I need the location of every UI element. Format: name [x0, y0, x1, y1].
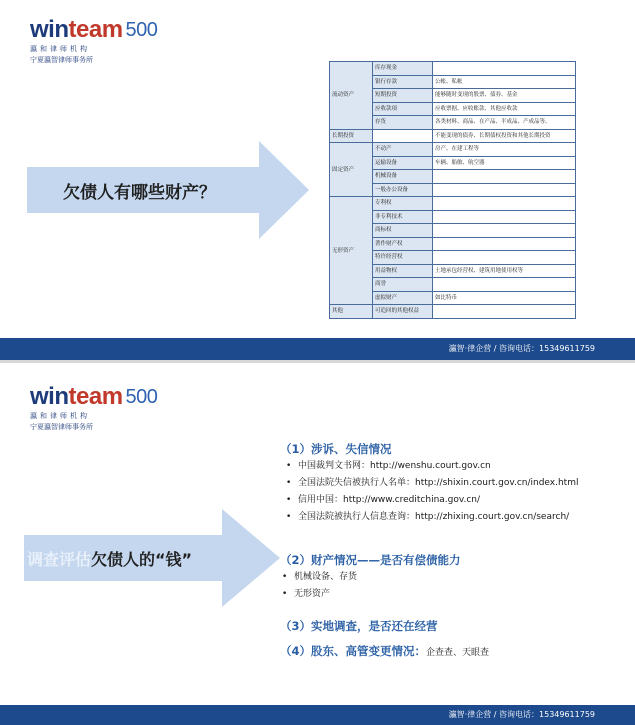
asset-item: 运输设备 — [373, 156, 433, 170]
slide-assets — [0, 0, 635, 360]
section-onsite-title: （3）实地调查，是否还在经营 — [280, 619, 438, 633]
footer-bar — [0, 338, 635, 360]
footer-bar — [0, 705, 635, 725]
asset-description: 公帐、私帐 — [433, 75, 576, 89]
asset-description — [433, 224, 576, 238]
table-row — [330, 143, 576, 157]
asset-item: 应收款项 — [373, 102, 433, 116]
asset-item: 存货 — [373, 116, 433, 130]
asset-item: 非专利技术 — [373, 210, 433, 224]
asset-description — [433, 251, 576, 265]
asset-description — [433, 237, 576, 251]
asset-item: 不动产 — [373, 143, 433, 157]
asset-category: 长期投资 — [330, 129, 373, 143]
logo-firm-name: 宁夏瀛智律师事务所 — [30, 423, 93, 431]
table-row — [330, 62, 576, 76]
asset-item: 可追回的其他权益 — [373, 305, 433, 319]
litigation-links-list — [284, 458, 578, 526]
asset-description: 应收票据、应收账款、其他应收款 — [433, 102, 576, 116]
arrow-title-light: 调查评估 — [27, 550, 92, 569]
list-item: • 机械设备、存货 — [280, 569, 357, 586]
logo-subtitle: 瀛和律师机构 — [30, 412, 90, 420]
logo-subtitle: 瀛和律师机构 — [30, 45, 90, 53]
logo-wordmark: winteam 500 — [30, 16, 158, 43]
property-list — [280, 569, 357, 603]
asset-category: 流动资产 — [330, 62, 373, 130]
logo-500-mark: 500 — [125, 19, 158, 41]
assets-table — [329, 61, 576, 319]
list-item: • 中国裁判文书网：http://wenshu.court.gov.cn — [284, 458, 578, 475]
asset-category: 其他 — [330, 305, 373, 319]
asset-description — [433, 305, 576, 319]
footer-contact: 瀛智·律企营 / 咨询电话：15349611759 — [448, 344, 595, 353]
asset-description — [433, 183, 576, 197]
arrow-title: 欠债人有哪些财产？ — [63, 183, 216, 203]
table-row — [330, 197, 576, 211]
section-shareholder-title: （4）股东、高管变更情况：企查查、天眼查 — [280, 644, 490, 658]
asset-item: 一般办公设备 — [373, 183, 433, 197]
arrow-title-dark: 欠债人的“钱” — [91, 550, 193, 569]
list-item: • 信用中国：http://www.creditchina.gov.cn/ — [284, 492, 578, 509]
asset-item: 商标权 — [373, 224, 433, 238]
asset-item: 虚拟财产 — [373, 291, 433, 305]
shareholder-tools-note: 企查查、天眼查 — [426, 648, 490, 658]
table-row — [330, 305, 576, 319]
asset-description: 车辆、船舶、航空器 — [433, 156, 576, 170]
asset-item: 专利权 — [373, 197, 433, 211]
asset-item: 短期投资 — [373, 89, 433, 103]
arrow-title — [27, 547, 192, 570]
logo — [30, 385, 157, 432]
list-item: • 无形资产 — [280, 586, 357, 603]
section-litigation-title: （1）涉诉、失信情况 — [280, 442, 392, 456]
asset-description: 如比特币 — [433, 291, 576, 305]
asset-description: 房产、在建工程等 — [433, 143, 576, 157]
list-item: • 全国法院失信被执行人名单：http://shixin.court.gov.cn/index.html — [284, 475, 578, 492]
asset-item: 库存现金 — [373, 62, 433, 76]
table-row — [330, 129, 576, 143]
asset-description — [433, 278, 576, 292]
asset-description: 能够随时变现的股票、债券、基金 — [433, 89, 576, 103]
logo-500-mark: 500 — [125, 386, 158, 408]
asset-category: 无形资产 — [330, 197, 373, 305]
logo-wordmark: winteam 500 — [30, 383, 158, 410]
asset-item — [373, 129, 433, 143]
asset-item: 著作财产权 — [373, 237, 433, 251]
list-item: • 全国法院被执行人信息查询：http://zhixing.court.gov.cn/search/ — [284, 509, 578, 526]
asset-item: 商誉 — [373, 278, 433, 292]
asset-item: 机械设备 — [373, 170, 433, 184]
asset-category: 固定资产 — [330, 143, 373, 197]
asset-description — [433, 210, 576, 224]
asset-item: 用益物权 — [373, 264, 433, 278]
asset-item: 特许经营权 — [373, 251, 433, 265]
logo-firm-name: 宁夏瀛智律师事务所 — [30, 56, 93, 64]
asset-description — [433, 197, 576, 211]
asset-item: 银行存款 — [373, 75, 433, 89]
asset-description — [433, 170, 576, 184]
asset-description: 土地承包经营权、建筑用地使用权等 — [433, 264, 576, 278]
footer-contact: 瀛智·律企营 / 咨询电话：15349611759 — [448, 710, 595, 719]
section-property-title: （2）财产情况——是否有偿债能力 — [280, 553, 461, 567]
logo — [30, 18, 157, 65]
asset-description — [433, 62, 576, 76]
slide-investigation — [0, 363, 635, 725]
asset-description: 不能变现的债券、长期债权投资和其他长期投资 — [433, 129, 576, 143]
asset-description: 各类材料、商品、在产品、半成品、产成品等、 — [433, 116, 576, 130]
